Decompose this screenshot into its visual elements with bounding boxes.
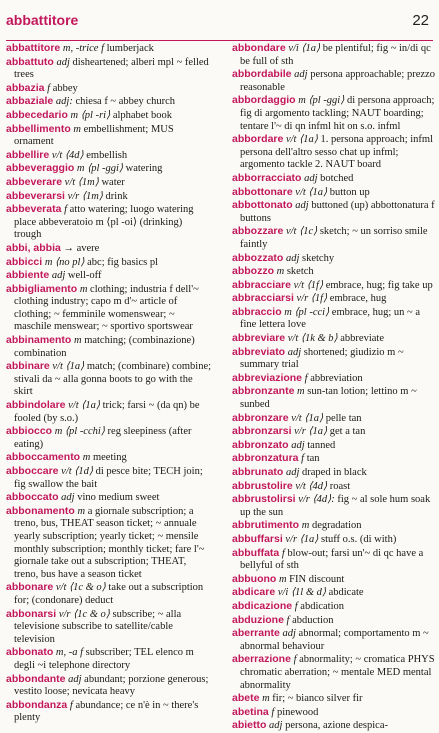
entry-grammar: m ⟨pl -cchi⟩ — [54, 426, 105, 438]
entry-headword: abbeverarsi — [6, 189, 65, 202]
entry-definition: stuff o.s. (di with) — [321, 533, 397, 545]
entry-definition: abbreviation — [310, 372, 363, 384]
dictionary-entry — [232, 480, 438, 494]
entry-definition: → avere — [63, 242, 100, 254]
entry-headword: abbronzante — [232, 385, 295, 398]
entry-headword: abborracciato — [232, 171, 302, 184]
entry-headword: abbozzare — [232, 225, 284, 238]
entry-headword: abbreviazione — [232, 371, 303, 384]
entry-grammar: adj — [295, 200, 309, 212]
dictionary-entry — [6, 673, 212, 699]
entry-definition: FIN discount — [289, 573, 345, 585]
dictionary-entry — [6, 203, 212, 242]
entry-headword: aberrante — [232, 627, 280, 640]
entry-grammar: f — [69, 699, 73, 711]
entry-headword: abboccamento — [6, 451, 81, 464]
entry-grammar: f — [304, 372, 308, 384]
dictionary-entry — [232, 614, 438, 628]
entry-grammar: v/t ⟨1a⟩ — [52, 361, 85, 373]
entry-grammar: v/r ⟨1f⟩ — [296, 293, 328, 305]
entry-headword: abbecedario — [6, 108, 68, 121]
entry-definition: a giornale subscription; a treno, bus, THEAT season ticket; ~ annuale yearly subscription; yearly ticket; ~ mensile monthly subscription; monthly ticket; fare l'~ giornale take out a subscription; THEAT, treno, bus have a season ticket — [14, 505, 205, 580]
entry-headword: abbozzo — [232, 265, 274, 278]
entry-definition: shortened; giudizio m ~ summary trial — [240, 346, 404, 371]
entry-grammar: adj — [269, 720, 283, 732]
dictionary-entry — [232, 199, 438, 225]
entry-definition: disheartened; alberi mpl ~ felled trees — [14, 56, 209, 81]
entry-definition: watering — [125, 163, 163, 175]
entry-grammar: v/t ⟨1a⟩ — [68, 400, 100, 412]
entry-headword: abboccato — [6, 491, 59, 504]
entry-headword: abbondare — [232, 42, 286, 54]
dictionary-entry — [6, 56, 212, 82]
entry-headword: abbinare — [6, 360, 50, 373]
entry-definition: alphabet book — [112, 109, 173, 121]
entry-headword: abetina — [232, 705, 269, 718]
entry-definition: drink — [105, 190, 128, 202]
entry-definition: sketch; ~ un sorriso smile faintly — [240, 226, 428, 250]
entry-grammar: m ⟨pl -ri⟩ — [70, 109, 111, 121]
entry-definition: persona approachable; prezzo reasonable — [240, 69, 435, 93]
entry-definition: atto watering; luogo watering place abbeveratoio m ⟨pl -oi⟩ (drinking) trough — [14, 204, 194, 241]
entry-definition: abc; fig basics pl — [87, 256, 158, 268]
entry-definition: embrace, hug — [329, 293, 387, 305]
entry-definition: roast — [329, 480, 351, 492]
entry-headword: abbondante — [6, 672, 66, 685]
entry-headword: abbrustolire — [232, 479, 293, 492]
entry-definition: match; (combinare) combine; stivali da ~ alla gonna boots to go with the skirt — [14, 361, 212, 398]
entry-grammar: adj — [51, 270, 66, 282]
entry-headword: abbracciare — [232, 278, 291, 291]
entry-definition: pinewood — [276, 706, 319, 718]
entry-definition: button up — [329, 186, 370, 198]
entry-grammar: v/t ⟨4d⟩ — [51, 149, 84, 161]
entry-definition: subscriber; TEL elenco m degli ~i telephone directory — [14, 647, 194, 671]
entry-headword: abbraccio — [232, 305, 282, 318]
entry-headword: aberrazione — [232, 653, 291, 666]
dictionary-entry — [6, 646, 212, 672]
entry-grammar: m — [79, 283, 88, 295]
dictionary-entry — [6, 123, 212, 149]
entry-headword: abbuffarsi — [232, 532, 283, 545]
entry-grammar: f — [301, 453, 305, 465]
dictionary-entry — [232, 533, 438, 547]
dictionary-entry — [6, 465, 212, 491]
dictionary-entry — [232, 439, 438, 453]
entry-grammar: adj — [285, 467, 300, 478]
entry-grammar: f — [294, 600, 298, 612]
entry-definition: embrace, hug; un ~ a fine lettera love — [240, 306, 420, 331]
entry-grammar: m — [73, 335, 82, 347]
entry-headword: abietto — [232, 719, 267, 732]
entry-headword: abbellimento — [6, 122, 71, 135]
entry-grammar: m, -a f — [55, 647, 83, 659]
dictionary-entry — [232, 692, 438, 706]
dictionary-entry — [232, 68, 438, 94]
page-number: 22 — [412, 12, 429, 29]
entry-definition: abnormality; ~ cromatica PHYS chromatic aberration; ~ mentale MED mental abnormality — [240, 654, 435, 691]
entry-definition: botched — [320, 172, 354, 184]
entry-headword: abbordabile — [232, 68, 292, 81]
dictionary-entry — [6, 162, 212, 176]
entry-definition: subscribe; ~ alla televisione subscribe to satellite/cable television — [14, 608, 182, 645]
dictionary-entry — [232, 493, 438, 519]
dictionary-entry — [6, 334, 212, 360]
entry-definition: clothing; industria f dell'~ clothing industry; capo m d'~ article of clothing; ~ femminile womenswear; ~ maschile menswear; ~ sportivo sportswear — [14, 283, 199, 333]
dictionary-entry — [232, 653, 438, 692]
entry-definition: abdication — [300, 600, 345, 612]
dictionary-entry — [232, 412, 438, 426]
entry-definition: embrace, hug; fig take up — [325, 279, 433, 291]
entry-definition: trick; farsi ~ (da qn) be fooled (by s.o.) — [14, 400, 200, 424]
entry-grammar: v/t ⟨1f⟩ — [293, 279, 324, 291]
entry-headword: abbellire — [6, 148, 50, 161]
dictionary-entry — [6, 95, 212, 109]
entry-headword: abdicazione — [232, 599, 293, 612]
dictionary-entry — [232, 466, 438, 480]
dictionary-entry — [6, 149, 212, 163]
entry-grammar: adj — [285, 252, 300, 264]
entry-headword: abbronzare — [232, 411, 289, 424]
dictionary-entry — [232, 372, 438, 386]
dictionary-entry — [232, 42, 438, 68]
dictionary-entry — [6, 242, 212, 256]
entry-headword: abbi, abbia — [6, 241, 61, 254]
dictionary-entry — [232, 519, 438, 533]
entry-grammar: adj — [68, 673, 82, 685]
entry-grammar: adj — [304, 172, 318, 184]
entry-headword: abbreviare — [232, 332, 286, 345]
entry-definition: chiesa f ~ abbey church — [75, 96, 176, 108]
entry-grammar: m — [301, 520, 310, 532]
entry-headword: abbeverare — [6, 175, 63, 188]
entry-grammar: v/t ⟨1m⟩ — [64, 176, 99, 188]
entry-grammar: v/t ⟨4d⟩ — [295, 480, 328, 492]
dictionary-entry — [6, 491, 212, 505]
entry-headword: abbazia — [6, 81, 45, 94]
dictionary-entry — [232, 279, 438, 293]
entry-headword: abbeveraggio — [6, 162, 75, 175]
entry-headword: abbuffata — [232, 546, 280, 559]
entry-definition: meeting — [92, 452, 127, 464]
entry-grammar: v/t ⟨1a⟩ — [285, 134, 318, 146]
entry-headword: abbicci — [6, 255, 43, 268]
page-header — [0, 6, 439, 46]
entry-definition: pelle tan — [325, 412, 362, 424]
entry-definition: draped in black — [302, 467, 367, 478]
entry-headword: abduzione — [232, 613, 284, 626]
entry-definition: water — [101, 176, 125, 188]
dictionary-entry — [232, 385, 438, 411]
dictionary-entry — [6, 699, 212, 725]
entry-headword: abbracciarsi — [232, 292, 294, 305]
entry-headword: abbordaggio — [232, 94, 296, 107]
dictionary-entry — [232, 346, 438, 372]
entry-definition: di persona approach; fig di argomento tackling; NAUT boarding; tentare l'~ di qn infml hit on s.o. infml — [240, 95, 435, 132]
entry-headword: abbottonare — [232, 185, 293, 198]
dictionary-entry — [6, 82, 212, 96]
entry-headword: abbonare — [6, 581, 54, 594]
entry-headword: abdicare — [232, 586, 276, 599]
entry-grammar: v/t ⟨1a⟩ — [291, 412, 324, 424]
entry-definition: fig ~ al sole hum soak up the sun — [240, 494, 431, 518]
dictionary-entry — [232, 586, 438, 600]
entry-headword: abbrunato — [232, 466, 284, 478]
header-rule — [6, 40, 433, 41]
entry-headword: abbrutimento — [232, 519, 300, 532]
entry-definition: reg sleepiness (after eating) — [14, 426, 192, 450]
entry-columns — [0, 42, 439, 732]
dictionary-entry — [232, 265, 438, 279]
entry-grammar: m — [278, 573, 287, 585]
entry-grammar: f — [47, 82, 51, 94]
entry-headword: abete — [232, 692, 260, 705]
entry-headword: abbordare — [232, 133, 284, 146]
entry-headword: abbonato — [6, 646, 54, 659]
entry-headword: abboccare — [6, 465, 59, 477]
entry-definition: degradation — [311, 520, 362, 532]
entry-grammar: m — [297, 386, 305, 398]
entry-headword: abbindolare — [6, 399, 66, 412]
dictionary-entry — [232, 719, 438, 733]
entry-grammar: m, -trice f — [62, 43, 105, 54]
entry-headword: abbreviato — [232, 345, 286, 358]
entry-grammar: m — [82, 452, 91, 464]
entry-headword: abbronzatura — [232, 452, 299, 465]
entry-definition: buttoned (up) abbottonatura f buttons — [240, 200, 435, 224]
dictionary-entry — [6, 581, 212, 607]
entry-grammar: v/r ⟨1c & o⟩ — [58, 608, 110, 620]
entry-headword: abbrustolirsi — [232, 493, 296, 506]
entry-definition: abbey — [52, 82, 78, 94]
entry-grammar: v/r ⟨1a⟩ — [285, 533, 319, 545]
entry-definition: be plentiful; fig ~ in/di qc be full of sth — [240, 43, 431, 67]
dictionary-entry — [232, 252, 438, 266]
dictionary-entry — [6, 269, 212, 283]
dictionary-entry — [232, 627, 438, 653]
left-column — [6, 42, 212, 725]
entry-definition: fir; ~ bianco silver fir — [272, 693, 363, 705]
dictionary-entry — [232, 600, 438, 614]
dictionary-entry — [232, 94, 438, 133]
entry-headword: abbottonato — [232, 199, 293, 212]
entry-headword: abbiente — [6, 269, 50, 282]
entry-headword: abbronzato — [232, 438, 289, 451]
entry-grammar: v/r ⟨1a⟩ — [294, 426, 328, 438]
dictionary-entry — [232, 332, 438, 346]
dictionary-entry — [232, 186, 438, 200]
dictionary-entry — [6, 505, 212, 582]
entry-grammar: v/r ⟨4d⟩: — [298, 494, 335, 506]
dictionary-entry — [6, 109, 212, 123]
entry-grammar: m ⟨pl -ggi⟩ — [76, 163, 124, 175]
entry-grammar: m ⟨pl -ggi⟩ — [298, 95, 345, 107]
dictionary-entry — [6, 42, 212, 56]
entry-definition: embellishment; MUS ornament — [14, 123, 174, 148]
entry-headword: abbattuto — [6, 55, 54, 68]
entry-grammar: v/r ⟨1m⟩ — [67, 190, 103, 202]
entry-headword: abbiocco — [6, 425, 53, 438]
entry-grammar: v/t ⟨1c⟩ — [285, 226, 318, 238]
right-column — [232, 42, 438, 733]
entry-definition: well-off — [67, 270, 102, 282]
entry-headword: abbinamento — [6, 334, 72, 347]
entry-definition: embellish — [86, 149, 128, 161]
dictionary-entry — [6, 608, 212, 647]
entry-definition: sketchy — [302, 252, 335, 264]
entry-definition: 1. persona approach; infml persona dell'altro sesso chat up infml; argomento tackle 2. NAUT board — [240, 134, 433, 171]
dictionary-entry — [232, 425, 438, 439]
entry-headword: abbonarsi — [6, 607, 57, 620]
entry-grammar: adj — [61, 492, 75, 504]
dictionary-entry — [232, 573, 438, 587]
entry-grammar: adj — [291, 439, 305, 451]
entry-definition: abbreviate — [340, 333, 384, 345]
entry-headword: abbondanza — [6, 698, 68, 711]
entry-definition: lumberjack — [106, 43, 154, 54]
entry-grammar: m — [276, 266, 285, 278]
entry-definition: abduction — [292, 614, 334, 626]
entry-definition: sun-tan lotion; lettino m ~ sunbed — [240, 386, 417, 411]
entry-grammar: m ⟨no pl⟩ — [44, 256, 85, 268]
entry-grammar: v/t ⟨1k & b⟩ — [287, 333, 338, 345]
entry-grammar: f — [271, 706, 275, 718]
entry-headword: abbuono — [232, 572, 277, 585]
entry-headword: abbattitore — [6, 42, 61, 54]
entry-grammar: v/i ⟨1l & d⟩ — [277, 587, 326, 599]
entry-grammar: adj — [56, 56, 70, 68]
entry-definition: abundance; ce n'è in ~ there's plenty — [14, 699, 199, 724]
dictionary-entry — [6, 176, 212, 190]
entry-definition: tan — [306, 453, 320, 465]
entry-definition: abundant; porzione generous; vestito loose; nevicata heavy — [14, 673, 209, 698]
entry-headword: abbigliamento — [6, 282, 78, 295]
entry-definition: blow-out; farsi un'~ di qc have a bellyful of sth — [240, 547, 424, 572]
entry-grammar: m — [73, 123, 81, 135]
running-head: abbattitore — [6, 12, 79, 28]
dictionary-entry — [6, 425, 212, 451]
entry-headword: abbaziale — [6, 95, 54, 108]
entry-grammar: f — [293, 654, 297, 666]
entry-grammar: v/t ⟨1d⟩ — [61, 466, 93, 477]
dictionary-entry — [232, 172, 438, 186]
entry-headword: abbronzarsi — [232, 425, 292, 438]
entry-grammar: v/i ⟨1a⟩ — [288, 43, 321, 54]
entry-definition: tanned — [307, 439, 336, 451]
dictionary-entry — [6, 190, 212, 204]
entry-grammar: f — [286, 614, 290, 626]
dictionary-entry — [6, 283, 212, 334]
dictionary-entry — [232, 306, 438, 332]
dictionary-entry — [232, 547, 438, 573]
dictionary-entry — [232, 292, 438, 306]
entry-grammar: m — [262, 693, 270, 705]
dictionary-entry — [232, 706, 438, 720]
entry-definition: sketch — [286, 266, 314, 278]
entry-definition: abnormal; comportamento m ~ abnormal behaviour — [240, 628, 429, 652]
entry-headword: abbonamento — [6, 504, 75, 517]
entry-grammar: m — [77, 505, 86, 517]
entry-grammar: adj — [287, 346, 302, 358]
entry-definition: persona, azione despica- — [285, 720, 389, 732]
dictionary-entry — [232, 452, 438, 466]
dictionary-entry — [6, 451, 212, 465]
entry-definition: take out a subscription for; (condonare) deduct — [14, 582, 204, 606]
dictionary-entry — [6, 256, 212, 270]
entry-grammar: f — [281, 547, 285, 559]
entry-definition: abdicate — [328, 587, 364, 599]
entry-headword: abbeverata — [6, 203, 62, 216]
entry-grammar: m ⟨pl -cci⟩ — [284, 306, 330, 318]
entry-grammar: v/t ⟨1c & o⟩ — [55, 582, 106, 594]
entry-grammar: adj — [282, 628, 296, 640]
dictionary-entry — [232, 225, 438, 251]
entry-definition: matching; (combinazione) combination — [14, 335, 195, 359]
entry-grammar: adj — [294, 69, 308, 81]
dictionary-entry — [232, 133, 438, 172]
entry-grammar: adj: — [55, 96, 73, 108]
entry-definition: di pesce bite; TECH join; fig swallow the bait — [14, 466, 203, 490]
entry-definition: get a tan — [329, 426, 366, 438]
dictionary-entry — [6, 360, 212, 399]
dictionary-entry — [6, 399, 212, 425]
entry-headword: abbozzato — [232, 251, 284, 264]
entry-grammar: f — [64, 204, 67, 216]
entry-grammar: v/t ⟨1a⟩ — [295, 186, 328, 198]
entry-definition: vino medium sweet — [77, 492, 160, 504]
